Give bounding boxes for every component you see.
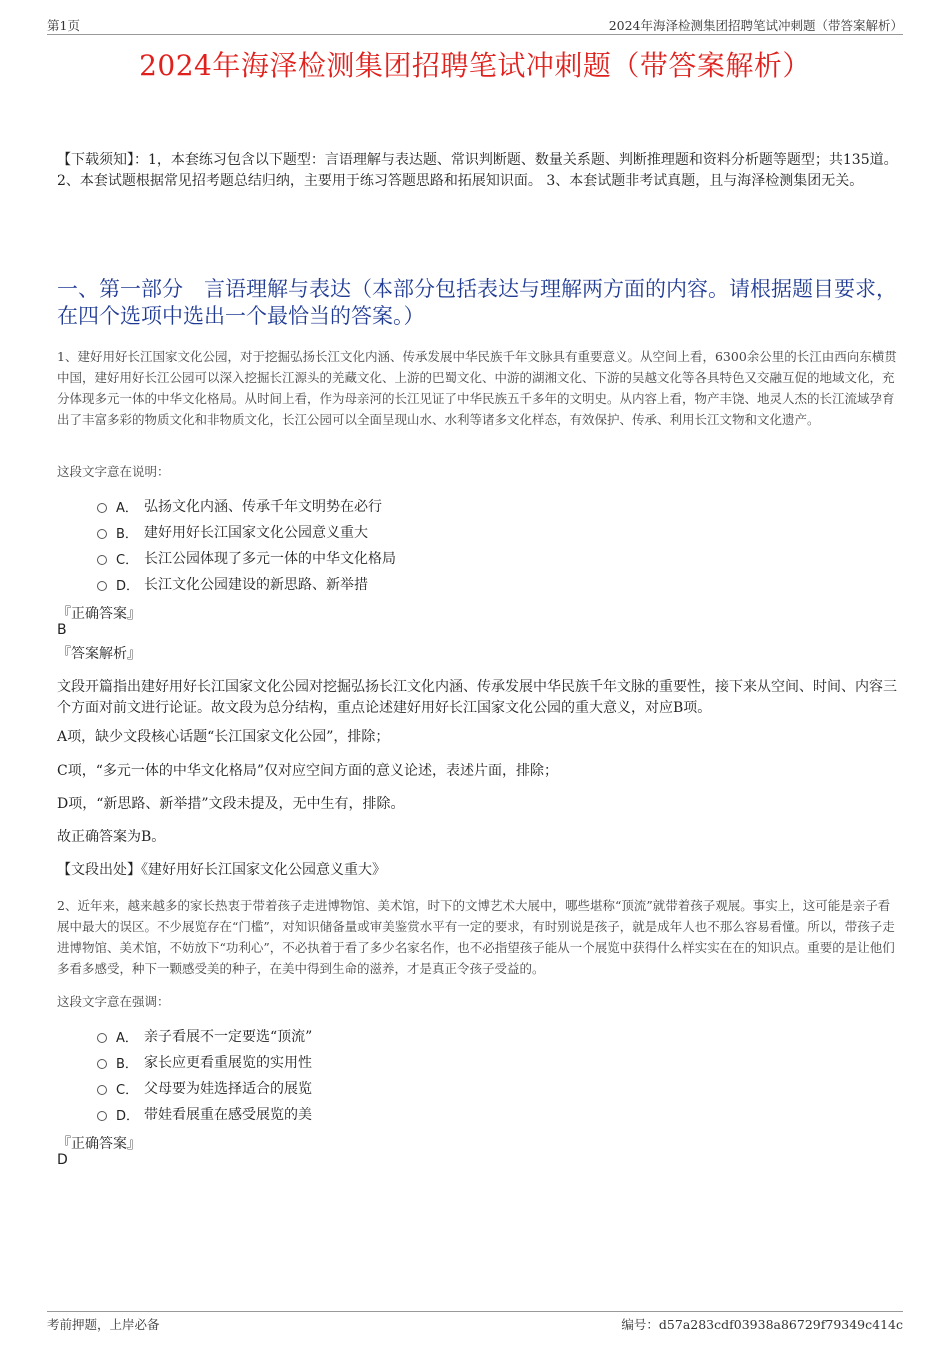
analysis-paragraph: 故正确答案为B。: [57, 829, 166, 845]
section-title: 一、第一部分 言语理解与表达（本部分包括表达与理解两方面的内容。请根据题目要求，在四个选项中选出一个最恰当的答案。）: [57, 277, 897, 328]
question-1-text: 1、建好用好长江国家文化公园，对于挖掘弘扬长江文化内涵、传承发展中华民族千年文脉具有重要意义。从空间上看，6300余公里的长江由西向东横贯中国，建好用好长江公园可以深入挖掘长江源头的羌藏文化、上游的巴蜀文化、中游的湖湘文化、下游的吴越文化等各具特色又交融互促的地域文化，充分体现多元一体的中华文化格局。从时间上看，作为母亲河的长江见证了中华民族五千多年的文明史。从内容上看，物产丰饶、地灵人杰的长江流域孕育出了丰富多彩的物质文化和非物质文化，长江公园可以全面呈现山水、水利等诸多文化样态，有效保护、传承、利用长江文物和文化遗产。: [57, 349, 897, 427]
option-letter: B．: [116, 1056, 138, 1072]
radio-icon[interactable]: [97, 503, 107, 513]
radio-icon[interactable]: [97, 1111, 107, 1121]
source-paragraph: 【文段出处】《建好用好长江国家文化公园意义重大》: [57, 862, 386, 878]
question-2-answer-label: 『正确答案』: [57, 1136, 141, 1152]
header-title: 2024年海泽检测集团招聘笔试冲刺题（带答案解析）: [608, 18, 903, 33]
question-2-option-b[interactable]: [97, 1049, 312, 1075]
option-text: 弘扬文化内涵、传承千年文明势在必行: [144, 499, 382, 515]
option-text: 长江公园体现了多元一体的中华文化格局: [144, 551, 396, 567]
question-2-answer: D: [57, 1152, 68, 1168]
option-text: 长江文化公园建设的新思路、新举措: [144, 577, 368, 593]
radio-icon[interactable]: [97, 1033, 107, 1043]
question-1-option-c[interactable]: [97, 545, 396, 571]
question-1-answer: B: [57, 622, 67, 638]
option-text: 建好用好长江国家文化公园意义重大: [144, 525, 368, 541]
page-number: 第1页: [47, 18, 80, 33]
option-text: 带娃看展重在感受展览的美: [144, 1107, 312, 1123]
analysis-paragraph: A项，缺少文段核心话题“长江国家文化公园”，排除；: [57, 729, 390, 745]
question-1-option-a[interactable]: [97, 493, 396, 519]
radio-icon[interactable]: [97, 581, 107, 591]
footer-slogan: 考前押题，上岸必备: [47, 1317, 160, 1332]
option-text: 家长应更看重展览的实用性: [144, 1055, 312, 1071]
page-header: [47, 14, 903, 35]
question-1-option-d[interactable]: [97, 571, 396, 597]
radio-icon[interactable]: [97, 1085, 107, 1095]
option-letter: A．: [116, 500, 138, 516]
document-id: 编号：d57a283cdf03938a86729f79349c414c: [621, 1317, 903, 1332]
question-2-prompt: 这段文字意在强调：: [57, 994, 170, 1009]
question-2-option-d[interactable]: [97, 1101, 312, 1127]
question-1-analysis-label: 『答案解析』: [57, 646, 141, 662]
radio-icon[interactable]: [97, 1059, 107, 1069]
option-letter: A．: [116, 1030, 138, 1046]
option-letter: B．: [116, 526, 138, 542]
question-2-options: [97, 1023, 312, 1127]
option-letter: D．: [116, 1108, 140, 1124]
page-footer: [47, 1311, 903, 1332]
option-letter: C．: [116, 552, 139, 568]
radio-icon[interactable]: [97, 555, 107, 565]
question-1-answer-label: 『正确答案』: [57, 606, 141, 622]
option-text: 父母要为娃选择适合的展览: [144, 1081, 312, 1097]
analysis-paragraph: C项，“多元一体的中华文化格局”仅对应空间方面的意义论述，表述片面，排除；: [57, 763, 559, 779]
question-2-text: 2、近年来，越来越多的家长热衷于带着孩子走进博物馆、美术馆，时下的文博艺术大展中，哪些堪称“顶流”就带着孩子观展。事实上，这可能是亲子看展中最大的误区。不少展览存在“门槛”，对知识储备量或审美鉴赏水平有一定的要求，有时别说是孩子，就是成年人也不那么容易看懂。所以，带孩子走进博物馆、美术馆，不妨放下“功利心”，不必执着于看了多少名家名作，也不必指望孩子能从一个展览中获得什么样实实在在的知识点。重要的是让他们多看多感受，种下一颗感受美的种子，在美中得到生命的滋养，才是真正令孩子受益的。: [57, 898, 895, 976]
option-letter: D．: [116, 578, 140, 594]
question-1-options: [97, 493, 396, 597]
analysis-paragraph: 文段开篇指出建好用好长江国家文化公园对挖掘弘扬长江文化内涵、传承发展中华民族千年文脉的重要性，接下来从空间、时间、内容三个方面对前文进行论证。故文段为总分结构，重点论述建好用好长江国家文化公园的重大意义，对应B项。: [57, 679, 897, 716]
analysis-paragraph: D项，“新思路、新举措”文段未提及，无中生有，排除。: [57, 796, 405, 812]
question-2-option-a[interactable]: [97, 1023, 312, 1049]
question-1-option-b[interactable]: [97, 519, 396, 545]
radio-icon[interactable]: [97, 529, 107, 539]
download-notice: 【下载须知】：1，本套练习包含以下题型：言语理解与表达题、常识判断题、数量关系题、判断推理题和资料分析题等题型；共135道。 2、本套试题根据常见招考题总结归纳，主要用于练习答题思路和拓展知识面。 3、本套试题非考试真题，且与海泽检测集团无关。: [57, 152, 898, 189]
option-text: 亲子看展不一定要选“顶流”: [144, 1029, 313, 1045]
document-title: 2024年海泽检测集团招聘笔试冲刺题（带答案解析）: [139, 49, 811, 82]
question-2-option-c[interactable]: [97, 1075, 312, 1101]
option-letter: C．: [116, 1082, 139, 1098]
question-1-prompt: 这段文字意在说明：: [57, 464, 170, 479]
